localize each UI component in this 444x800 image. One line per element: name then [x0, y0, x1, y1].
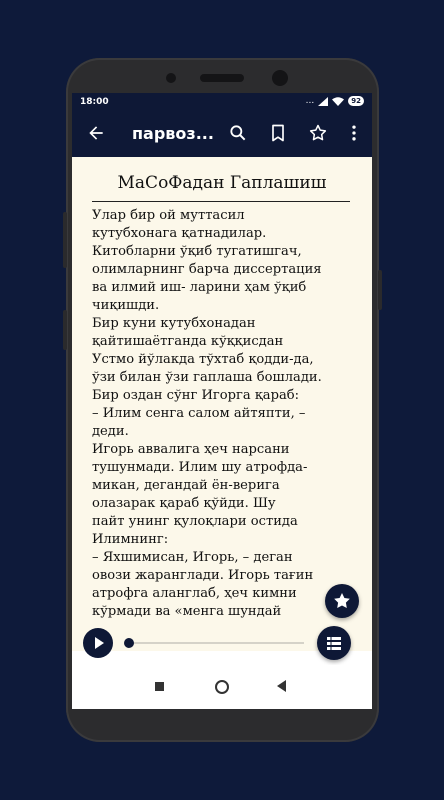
- phone-speaker: [200, 74, 244, 82]
- search-icon[interactable]: [228, 123, 248, 143]
- text-line: Устмо йўлакда тўхтаб қодди-да,: [92, 352, 314, 367]
- more-vert-icon[interactable]: [344, 123, 364, 143]
- text-line: олазарак қараб қўйди. Шу: [92, 496, 276, 511]
- text-line: Китобларни ўқиб тугатишгач,: [92, 244, 302, 259]
- notification-dots: ...: [305, 95, 315, 106]
- play-icon: [83, 628, 113, 658]
- audio-player: [72, 628, 312, 658]
- recents-button[interactable]: [155, 682, 164, 691]
- title-divider: [92, 201, 350, 202]
- text-line: қайтишаётганда кўққисдан: [92, 334, 284, 349]
- page-title: парвоз...: [132, 124, 214, 143]
- nav-back-button[interactable]: [277, 680, 286, 692]
- battery-indicator: 92: [348, 96, 364, 106]
- phone-volume-button: [63, 310, 67, 350]
- text-line: чиқишди.: [92, 298, 160, 313]
- text-line: Бир куни кутубхонадан: [92, 316, 256, 331]
- text-line: кутубхонага қатнадилар.: [92, 226, 267, 241]
- progress-knob[interactable]: [124, 638, 134, 648]
- text-line: пайт унинг қулоқлари остида: [92, 514, 298, 529]
- status-time: 18:00: [80, 97, 109, 107]
- text-line: Игорь аввалига ҳеч нарсани: [92, 442, 290, 457]
- wifi-icon: [332, 97, 344, 106]
- phone-sensor: [166, 73, 176, 83]
- text-line: атрофга аланглаб, ҳеч кимни: [92, 586, 297, 601]
- phone-camera: [272, 70, 288, 86]
- status-icons: [306, 96, 364, 106]
- text-line: микан, дегандай ён-верига: [92, 478, 280, 493]
- text-line: Улар бир ой муттасил: [92, 208, 245, 223]
- bookmark-icon[interactable]: [268, 123, 288, 143]
- phone-power-button: [378, 270, 382, 310]
- text-line: – Илим сенга салом айтяпти, –: [92, 406, 306, 421]
- text-line: кўрмади ва «менга шундай: [92, 604, 282, 619]
- text-line: тушунмади. Илим шу атрофда-: [92, 460, 308, 475]
- chapter-title: МаСоФадан Гаплашиш: [117, 173, 327, 193]
- system-nav-bar: [72, 665, 372, 709]
- text-line: олимларнинг барча диссертация: [92, 262, 322, 277]
- star-outline-icon[interactable]: [308, 123, 328, 143]
- phone-volume-button: [63, 212, 67, 268]
- back-arrow-icon[interactable]: [86, 123, 106, 143]
- text-line: Бир оздан сўнг Игорга қараб:: [92, 388, 300, 403]
- status-bar: [72, 93, 372, 111]
- reader-page[interactable]: [72, 157, 372, 651]
- list-icon: [317, 626, 351, 660]
- signal-icon: [318, 97, 328, 106]
- contents-fab-button[interactable]: [317, 626, 351, 660]
- text-line: Илимнинг:: [92, 532, 169, 547]
- star-icon: [325, 584, 359, 618]
- screen: [72, 93, 372, 709]
- text-line: деди.: [92, 424, 129, 439]
- progress-track[interactable]: [126, 642, 304, 644]
- play-button[interactable]: [83, 628, 113, 658]
- app-bar: [72, 111, 372, 157]
- text-line: ўзи билан ўзи гаплаша бошлади.: [92, 370, 322, 385]
- favorite-fab-button[interactable]: [325, 584, 359, 618]
- text-line: овози жаранглади. Игорь тағин: [92, 568, 314, 583]
- chapter-text: [92, 207, 356, 621]
- home-button[interactable]: [215, 680, 229, 694]
- text-line: ва илмий иш- ларини ҳам ўқиб: [92, 280, 307, 295]
- text-line: – Яхшимисан, Игорь, – деган: [92, 550, 293, 565]
